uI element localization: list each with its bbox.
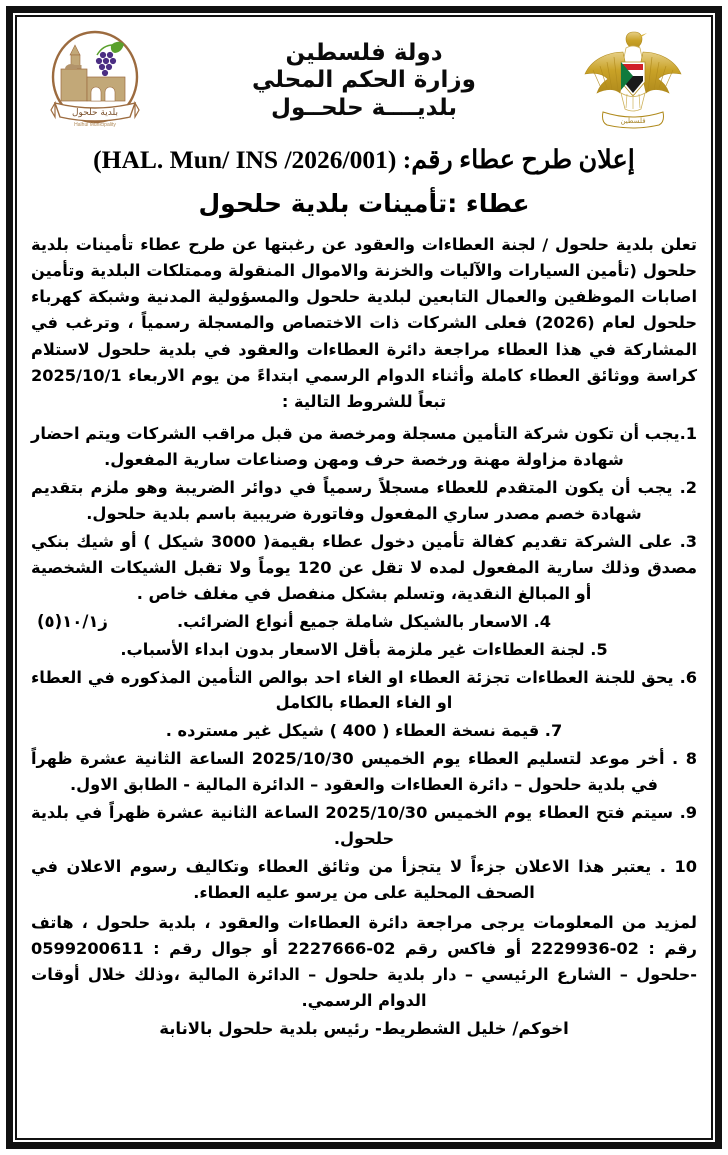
inner-border-frame — [15, 15, 713, 1140]
condition-item: 5. لجنة العطاءات غير ملزمة بأقل الاسعار بدون ابداء الأسباب. — [120, 639, 608, 659]
tender-number-prefix: إعلان طرح عطاء رقم: — [402, 145, 635, 174]
ministry-name: وزارة الحكم المحلي — [252, 67, 476, 94]
condition-text: 4. الاسعار بالشيكل شاملة جميع أنواع الضرائب. — [176, 611, 552, 631]
intro-paragraph: تعلن بلدية حلحول / لجنة العطاءات والعقود عن رغبتها عن طرح عطاء تأمينات بلدية حلحول (تأمين السيارات والآليات والخزنة والاموال المنقولة وممتلكات البلدية وتأمين اصابات الموظفين والعمال التابعين لبلدية حلحول والمسؤولية المدنية وشبكة كهرباء حلحول لعام (2026) فعلى الشركات ذات الاختصاص والمسجلة رسمياً ، وترغب في المشاركة في هذا العطاء مراجعة دائرة العطاءات والعقود في بلدية حلحول لاستلام كراسة ووثائق العطاء كاملة وأثناء الدوام الرسمي ابتداءً من يوم الاربعاء 2025/10/1 تبعاً للشروط التالية : — [31, 234, 697, 411]
condition-item: 2. يجب أن يكون المتقدم للعطاء مسجلاً رسمياً في دوائر الضريبة وهو ملزم بتقديم شهادة خصم مصدر ساري المفعول وفاتورة ضريبية باسم بلدية حلحول. — [31, 478, 697, 523]
condition-item: 1.يجب أن تكون شركة التأمين مسجلة ومرخصة من قبل مراقب الشركات ويتم احضار شهادة مزاولة مهنة ورخصة حرف ومهن وصناعات سارية المفعول. — [31, 424, 697, 470]
halhul-municipality-logo — [31, 25, 159, 137]
stamp-reference: ز١٠/١(٥) — [37, 611, 108, 631]
announcement-body — [27, 220, 701, 1134]
palestine-coat-of-arms-logo — [569, 25, 697, 137]
tender-subject: عطاء :تأمينات بلدية حلحول — [198, 188, 530, 218]
condition-item: 7. قيمة نسخة العطاء ( 400 ) شيكل غير مسترده . — [165, 721, 563, 741]
condition-item — [31, 609, 697, 635]
tender-number-code: (HAL. Mun/ INS /2026/001) — [93, 145, 397, 174]
title-block — [27, 139, 701, 220]
outer-border-frame — [6, 6, 722, 1149]
municipality-name: بلديــــة حلحــول — [271, 94, 457, 121]
condition-item: 8 . أخر موعد لتسليم العطاء يوم الخميس 2025/10/30 الساعة الثانية عشرة ظهراً في بلدية حلحول – دائرة العطاءات والعقود – الدائرة المالية - الطابق الاول. — [31, 749, 697, 795]
state-name: دولة فلسطين — [285, 40, 443, 67]
condition-item: 9. سيتم فتح العطاء يوم الخميس 2025/10/30 الساعة الثانية عشرة ظهراً في بلدية حلحول. — [31, 803, 697, 849]
condition-item: 10 . يعتبر هذا الاعلان جزءاً لا يتجزأ من وثائق العطاء وتكاليف رسوم الاعلان في الصحف المحلية على من يرسو عليه العطاء. — [31, 856, 697, 902]
signoff-line: اخوكم/ خليل الشطريط- رئيس بلدية حلحول بالانابة — [159, 1018, 569, 1038]
condition-item: 6. يحق للجنة العطاءات تجزئة العطاء او الغاء احد بوالص التأمين المذكوره في العطاء او الغاء العطاء بالكامل — [31, 667, 697, 713]
masthead — [27, 21, 701, 139]
halhul-logo-caption: بلدية حلحول — [72, 108, 118, 118]
tender-number-line — [29, 145, 699, 176]
conditions-list — [31, 421, 697, 906]
halhul-logo-subcaption: Halhul Municipality — [74, 122, 116, 128]
contact-paragraph: لمزيد من المعلومات يرجى مراجعة دائرة العطاءات والعقود ، بلدية حلحول ، هاتف رقم : 02-2229936 أو فاكس رقم 02-2227666 أو جوال رقم : 0599200611 -حلحول – الشارع الرئيسي – دار بلدية حلحول – الدائرة المالية ،وذلك خلال أوقات الدوام الرسمي. — [31, 912, 697, 1010]
condition-item: 3. على الشركة تقديم كفالة تأمين دخول عطاء بقيمة( 3000 شيكل ) أو شيك بنكي مصدق وذلك سارية المفعول لمده لا تقل عن 120 يوماً ولا تقبل الشيكات الشخصية أو المبالغ النقدية، وتسلم بشكل منفصل في مغلف خاص . — [31, 531, 698, 603]
palestine-scroll-text: فلسطين — [620, 117, 646, 125]
masthead-titles — [159, 40, 569, 121]
